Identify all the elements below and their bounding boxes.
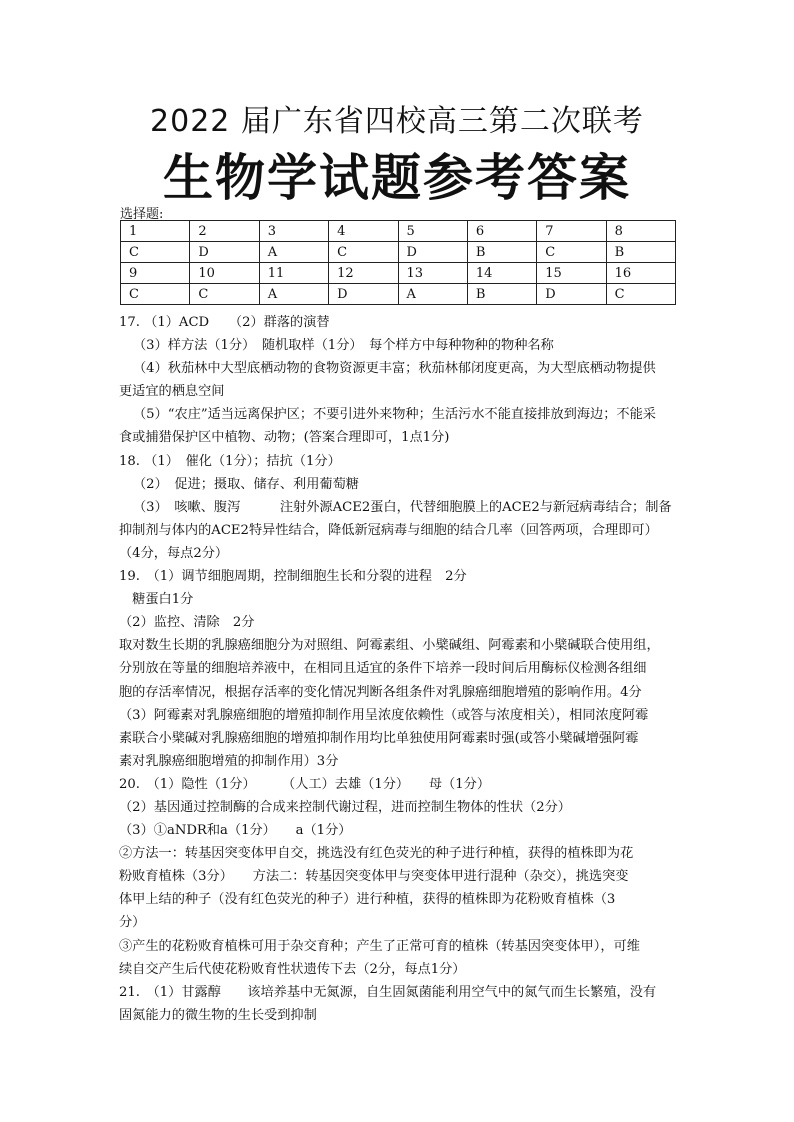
answer-line: 分别放在等量的细胞培养液中，在相同且适宜的条件下培养一段时间后用酶标仪检测各组细: [119, 661, 647, 677]
answer-line: 更适宜的栖息空间: [119, 384, 225, 400]
table-cell: 2: [190, 221, 259, 242]
answer-line: （2）基因通过控制酶的合成来控制代谢过程，进而控制生物体的性状（2分）: [119, 799, 571, 815]
table-row: [121, 221, 676, 242]
table-cell: 11: [259, 263, 328, 284]
table-cell: C: [606, 284, 675, 305]
answer-line: 胞的存活率情况，根据存活率的变化情况判断各组条件对乳腺癌细胞增殖的影响作用。4分: [119, 684, 642, 700]
answer-line: （3）①aNDR和a（1分） a（1分）: [119, 823, 352, 839]
table-cell: 1: [121, 221, 190, 242]
table-cell: B: [467, 284, 536, 305]
table-cell: C: [121, 242, 190, 263]
table-cell: C: [121, 284, 190, 305]
table-cell: D: [537, 284, 606, 305]
table-cell: A: [398, 284, 467, 305]
answer-line: 体甲上结的种子（没有红色荧光的种子）进行种植，获得的植株即为花粉败育植株（3: [119, 892, 616, 908]
table-row: [121, 284, 676, 305]
answer-line: 续自交产生后代使花粉败育性状遗传下去（2分，每点1分）: [119, 961, 466, 977]
answer-line-q17: 17. （1）ACD （2）群落的演替: [119, 315, 330, 330]
table-cell: 12: [329, 263, 398, 284]
table-cell: A: [259, 242, 328, 263]
table-cell: 5: [398, 221, 467, 242]
answer-line-q21: 21. （1）甘露醇 该培养基中无氮源，自生固氮菌能利用空气中的氮气而生长繁殖，没有: [119, 984, 657, 1000]
table-cell: 14: [467, 263, 536, 284]
table-cell: 16: [606, 263, 675, 284]
answer-line-q19: 19. （1）调节细胞周期，控制细胞生长和分裂的进程 2分: [119, 569, 467, 585]
answer-line: 固氮能力的微生物的生长受到抑制: [119, 1007, 317, 1023]
answer-line: （2）监控、清除 2分: [119, 615, 255, 631]
table-cell: 13: [398, 263, 467, 284]
answer-line: 分）: [119, 915, 146, 931]
mcq-answer-table: [120, 220, 676, 305]
answer-line-q18: 18. （1） 催化（1分）；拮抗（1分）: [119, 453, 341, 469]
answer-line: 取对数生长期的乳腺癌细胞分为对照组、阿霉素组、小檗碱组、阿霉素和小檗碱联合使用组，: [119, 638, 660, 654]
answer-line: （3） 咳嗽、腹泻 注射外源ACE2蛋白，代替细胞膜上的ACE2与新冠病毒结合；制备: [133, 499, 672, 515]
mcq-section-label: 选择题:: [120, 207, 164, 222]
table-cell: D: [398, 242, 467, 263]
answer-key-title: 生物学试题参考答案: [163, 148, 631, 207]
table-cell: D: [329, 284, 398, 305]
answer-line: 粉败育植株（3分） 方法二：转基因突变体甲与突变体甲进行混种（杂交），挑选突变: [119, 869, 629, 885]
table-cell: 9: [121, 263, 190, 284]
table-cell: B: [606, 242, 675, 263]
table-cell: C: [329, 242, 398, 263]
table-cell: 3: [259, 221, 328, 242]
answer-text-block: [119, 311, 679, 1027]
answer-line: （4）秋茄林中大型底栖动物的食物资源更丰富；秋茄林郁闭度更高，为大型底栖动物提供: [133, 361, 656, 377]
table-cell: D: [190, 242, 259, 263]
table-row: [121, 242, 676, 263]
answer-line: （5）“农庄”适当远离保护区；不要引进外来物种；生活污水不能直接排放到海边；不能采: [133, 407, 656, 423]
answer-line: 食或捕猎保护区中植物、动物；(答案合理即可，1点1分): [119, 430, 450, 446]
answer-line: 素对乳腺癌细胞增殖的抑制作用）3分: [119, 753, 339, 769]
answer-line: ②方法一：转基因突变体甲自交，挑选没有红色荧光的种子进行种植，获得的植株即为花: [119, 846, 634, 862]
table-cell: C: [190, 284, 259, 305]
table-cell: 15: [537, 263, 606, 284]
table-cell: C: [537, 242, 606, 263]
answer-line: 糖蛋白1分: [119, 592, 194, 608]
table-cell: 8: [606, 221, 675, 242]
table-cell: 10: [190, 263, 259, 284]
table-cell: A: [259, 284, 328, 305]
table-cell: B: [467, 242, 536, 263]
exam-title: 2022 届广东省四校高三第二次联考: [150, 104, 644, 139]
answer-line: （3）阿霉素对乳腺癌细胞的增殖抑制作用呈浓度依赖性（或答与浓度相关），相同浓度阿霉: [119, 707, 649, 723]
answer-line: （3）样方法（1分） 随机取样（1分） 每个样方中每种物种的物种名称: [133, 338, 554, 354]
answer-line-q20: 20. （1）隐性（1分） （人工）去雄（1分） 母（1分）: [119, 776, 491, 792]
answer-line: 素联合小檗碱对乳腺癌细胞的增殖抑制作用均比单独使用阿霉素时强(或答小檗碱增强阿霉: [119, 730, 639, 746]
table-row: [121, 263, 676, 284]
answer-line: 抑制剂与体内的ACE2特异性结合，降低新冠病毒与细胞的结合几率（回答两项，合理即可）: [119, 522, 658, 538]
answer-line: ③产生的花粉败育植株可用于杂交育种；产生了正常可育的植株（转基因突变体甲），可维: [119, 938, 640, 954]
table-cell: 6: [467, 221, 536, 242]
table-cell: 4: [329, 221, 398, 242]
answer-line: （4分，每点2分）: [119, 545, 229, 561]
table-cell: 7: [537, 221, 606, 242]
answer-line: （2） 促进；摄取、储存、利用葡萄糖: [133, 476, 359, 492]
